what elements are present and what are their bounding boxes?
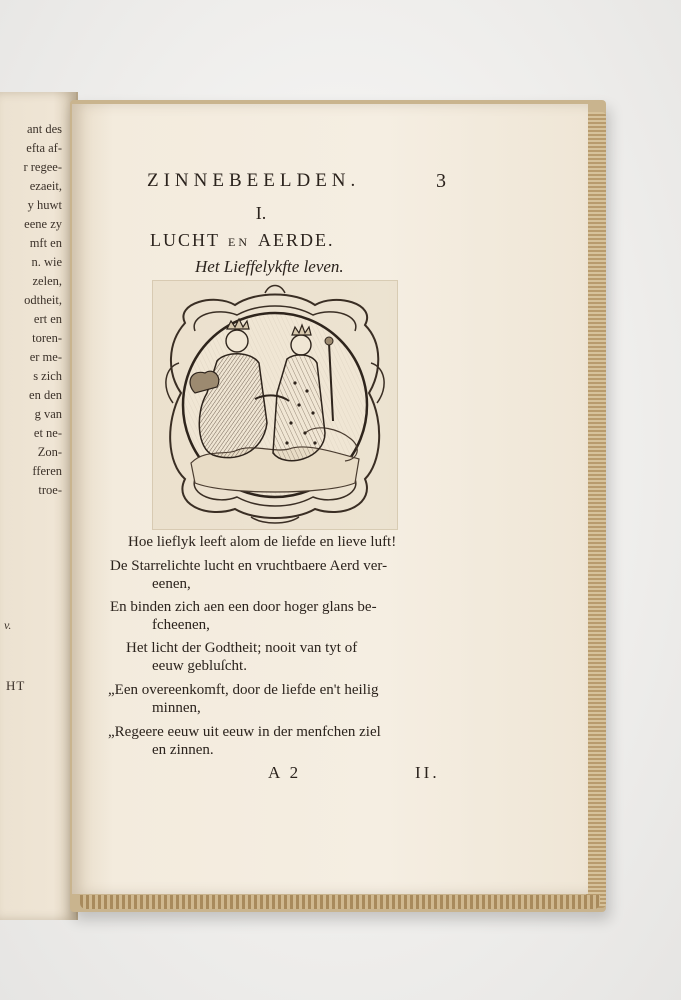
left-page-line: ezaeit,	[29, 179, 62, 193]
left-page-mark: v.	[4, 618, 12, 632]
title-part-1: LUCHT	[150, 230, 220, 250]
verse-line: Het licht der Godtheit; nooit van tyt of	[126, 640, 358, 656]
left-page-line: ant des	[26, 122, 62, 136]
left-page-line: mft en	[29, 236, 62, 250]
verse-line: eenen,	[152, 576, 191, 592]
running-head: ZINNEBEELDEN.	[147, 170, 361, 191]
page-number: 3	[436, 170, 446, 192]
verse-line: en zinnen.	[152, 742, 214, 758]
left-page-line: s zich	[33, 369, 62, 383]
left-page-line: r regee-	[23, 160, 62, 174]
verse-line: fcheenen,	[152, 617, 210, 633]
left-page-line: zelen,	[32, 274, 62, 288]
title-conjunction: EN	[228, 235, 250, 249]
emblem-number: I.	[255, 203, 267, 223]
left-page-catchword: HT	[6, 678, 26, 693]
left-page-line: n. wie	[31, 255, 62, 269]
left-page-line: et ne-	[33, 426, 62, 440]
left-page-line: toren-	[32, 331, 62, 345]
left-page-line: Zon-	[37, 445, 62, 459]
left-page-line: y huwt	[27, 198, 62, 212]
verse-line: „Een overeenkomft, door de liefde en't heilig	[108, 682, 379, 698]
catchword: II.	[415, 763, 440, 782]
left-page-line: odtheit,	[24, 293, 62, 307]
verse-line: En binden zich aen een door hoger glans be-	[110, 599, 377, 615]
emblem-motto: Het Lieffelykfte leven.	[195, 257, 344, 276]
signature-mark: A 2	[268, 763, 302, 782]
left-page-line: troe-	[38, 483, 62, 497]
page-edges-right	[586, 112, 606, 908]
verse-line: Hoe lieflyk leeft alom de liefde en lieve luft!	[128, 534, 397, 550]
verse-line: De Starrelichte lucht en vruchtbaere Aerd ver-	[110, 558, 388, 574]
left-page-line: eene zy	[24, 217, 62, 231]
left-page-line: er me-	[29, 350, 62, 364]
left-page-line: ert en	[33, 312, 62, 326]
left-page-text	[0, 120, 62, 500]
verse-line: eeuw gebluſcht.	[152, 658, 247, 674]
verse-line: „Regeere eeuw uit eeuw in der menfchen ziel	[108, 724, 381, 740]
left-page-line: efta af-	[26, 141, 62, 155]
left-page-line: en den	[29, 388, 62, 402]
left-page-line: fferen	[32, 464, 62, 478]
emblem-title	[150, 230, 470, 251]
page-edges-bottom	[80, 895, 600, 909]
verse-line: minnen,	[152, 700, 201, 716]
left-page-line: g van	[34, 407, 62, 421]
title-part-2: AERDE.	[258, 230, 335, 250]
emblem-engraving	[155, 283, 395, 525]
